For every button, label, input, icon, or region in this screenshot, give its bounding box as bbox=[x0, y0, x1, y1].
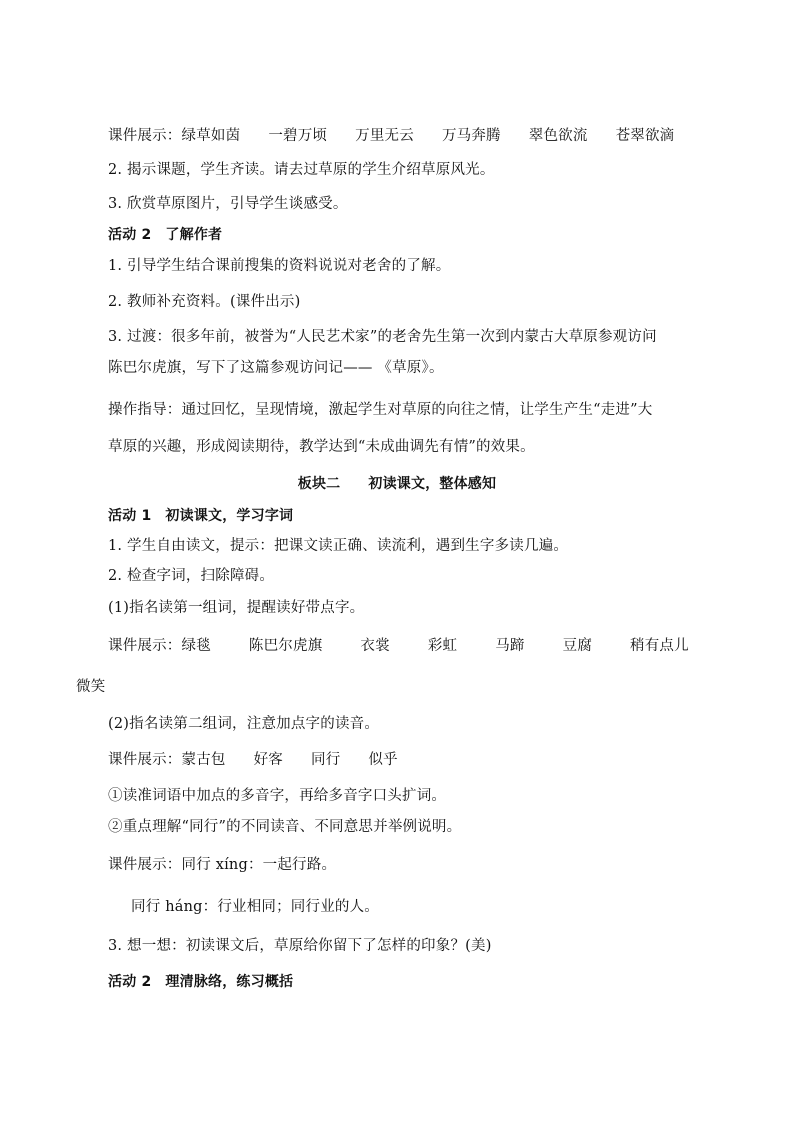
paragraph: ①读准词语中加点的多音字，再给多音字口头扩词。 bbox=[108, 788, 447, 804]
paragraph: 微笑 bbox=[76, 679, 106, 695]
paragraph: 3. 欣赏草原图片，引导学生谈感受。 bbox=[108, 196, 348, 212]
paragraph: 陈巴尔虎旗，写下了这篇参观访问记—— 《草原》。 bbox=[108, 360, 444, 376]
courseware-display-line-2: 课件展示：绿毯 陈巴尔虎旗 衣裳 彩虹 马蹄 豆腐 稍有点儿 bbox=[108, 638, 689, 654]
paragraph: 草原的兴趣，形成阅读期待，教学达到“未成曲调先有情”的效果。 bbox=[108, 439, 535, 455]
paragraph: (2)指名读第二组词，注意加点字的读音。 bbox=[108, 716, 380, 732]
paragraph: 3. 想一想：初读课文后，草原给你留下了怎样的印象？(美) bbox=[108, 938, 492, 954]
paragraph: 1. 引导学生结合课前搜集的资料说说对老舍的了解。 bbox=[108, 258, 451, 274]
paragraph: 2. 揭示课题，学生齐读。请去过草原的学生介绍草原风光。 bbox=[108, 162, 495, 178]
activity-heading: 活动 2 了解作者 bbox=[108, 227, 223, 243]
paragraph: 操作指导：通过回忆，呈现情境，激起学生对草原的向往之情，让学生产生“走进”大 bbox=[108, 402, 653, 418]
paragraph: 1. 学生自由读文，提示：把课文读正确、读流利，遇到生字多读几遍。 bbox=[108, 538, 569, 554]
section-heading: 板块二 初读课文，整体感知 bbox=[297, 476, 497, 492]
paragraph: 课件展示：同行 xíng：一起行路。 bbox=[108, 857, 337, 873]
courseware-display-line-1: 课件展示：绿草如茵 一碧万顷 万里无云 万马奔腾 翠色欲流 苍翠欲滴 bbox=[108, 128, 675, 144]
paragraph: 2. 检查字词，扫除障碍。 bbox=[108, 568, 275, 584]
activity-heading: 活动 1 初读课文，学习字词 bbox=[108, 508, 294, 524]
paragraph: ②重点理解“同行”的不同读音、不同意思并举例说明。 bbox=[108, 819, 462, 835]
activity-heading: 活动 2 理清脉络，练习概括 bbox=[108, 974, 294, 990]
courseware-display-line-3: 课件展示：蒙古包 好客 同行 似乎 bbox=[108, 752, 398, 768]
paragraph: 2. 教师补充资料。(课件出示) bbox=[108, 294, 301, 310]
paragraph: 3. 过渡：很多年前，被誉为“人民艺术家”的老舍先生第一次到内蒙古大草原参观访问 bbox=[108, 329, 657, 345]
paragraph: (1)指名读第一组词，提醒读好带点字。 bbox=[108, 600, 365, 616]
paragraph: 同行 háng：行业相同；同行业的人。 bbox=[131, 899, 380, 915]
